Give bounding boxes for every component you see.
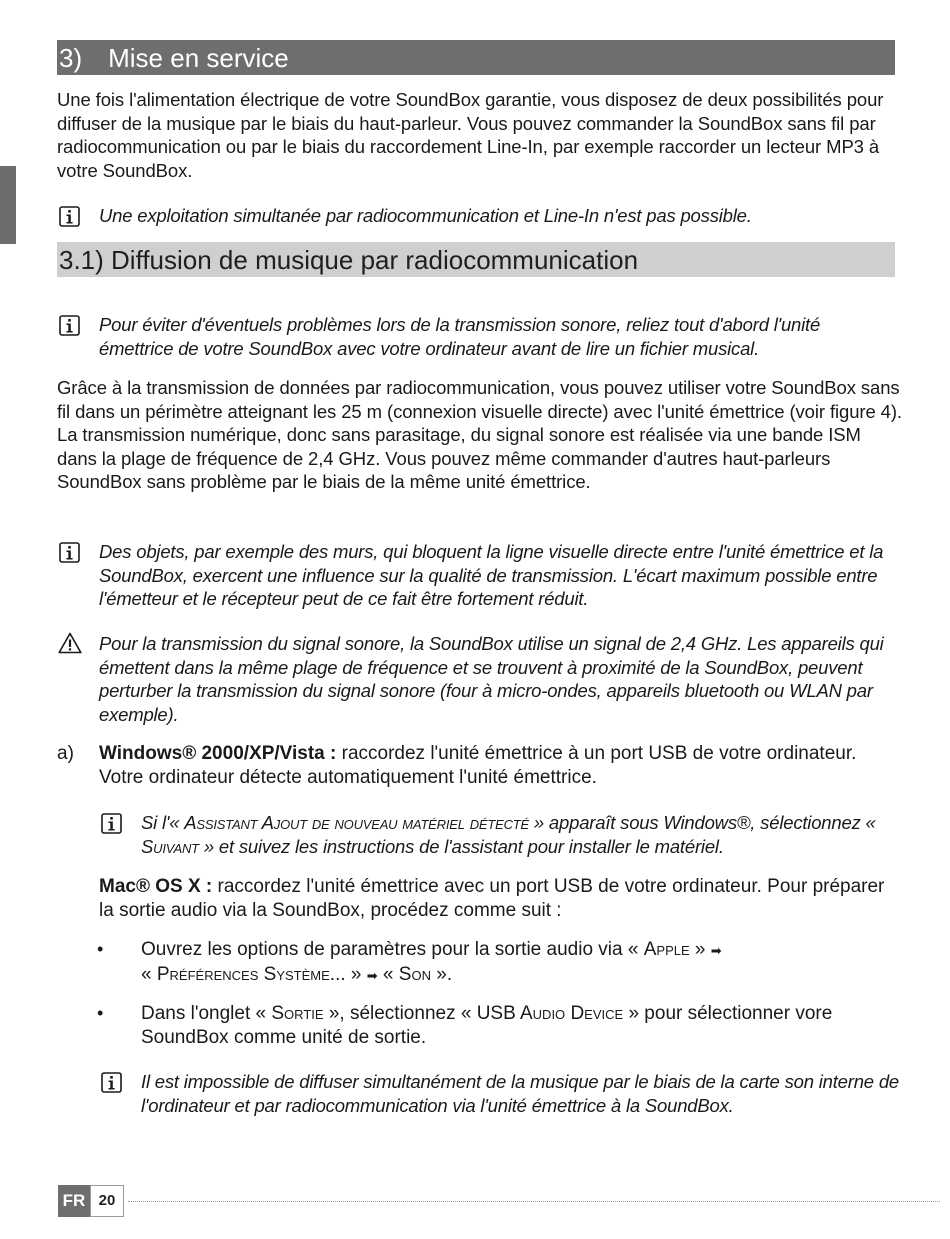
- page-number: 20: [90, 1185, 124, 1217]
- menu-system-preferences: Préférences Système...: [156, 963, 346, 985]
- bullet-text: »: [689, 939, 711, 960]
- step-letter: a): [57, 743, 74, 764]
- bullet-text: «: [141, 963, 157, 985]
- next-button-label: Suivant: [141, 835, 199, 857]
- bullet-text: » pour sélectionner vore SoundBox comme unité de sortie.: [141, 1003, 833, 1048]
- note-no-simultaneous-output: Il est impossible de diffuser simultanément de la musique par le biais de la carte son interne de l'ordinateur et par radiocommunication via l'unité émettrice à la SoundBox.: [141, 1071, 900, 1116]
- arrow-right-icon: ➡: [710, 943, 722, 958]
- warning-interference: Pour la transmission du signal sonore, la SoundBox utilise un signal de 2,4 GHz. Les appareils qui émettent dans la même plage de fréquence et se trouvent à proximité de la SoundBox, peuvent perturber la transmission du signal sonore (four à micro-ondes, appareils bluetooth ou WLAN par exemple).: [99, 633, 884, 725]
- info-icon: [101, 1072, 122, 1093]
- bullet-text: ».: [430, 963, 453, 985]
- windows-text: raccordez l'unité émettrice à un port USB de votre ordinateur. Votre ordinateur détecte automatiquement l'unité émettrice.: [99, 743, 857, 788]
- note-simultaneous: Une exploitation simultanée par radiocommunication et Line-In n'est pas possible.: [99, 205, 752, 226]
- bullet-text: Ouvrez les options de paramètres pour la sortie audio via «: [141, 939, 644, 960]
- note-text: » apparaît sous Windows®, sélectionnez «: [528, 812, 876, 833]
- side-tab-marker: [0, 166, 16, 244]
- radio-paragraph: Grâce à la transmission de données par radiocommunication, vous pouvez utiliser votre SoundBox sans fil dans un périmètre atteignant les 25 m (connexion visuelle directe) avec l'unité émettrice (voir figure 4). La transmission numérique, donc sans parasitage, du signal sonore est réalisée via une bande ISM dans la plage de fréquence de 2,4 GHz. Vous pouvez même commander d'autres haut-parleurs SoundBox sans problème par le biais de la même unité émettrice.: [57, 377, 902, 493]
- windows-label: Windows® 2000/XP/Vista :: [99, 743, 337, 764]
- info-icon: [101, 813, 122, 834]
- mac-step: [99, 875, 899, 922]
- arrow-right-icon: ➡: [366, 967, 378, 983]
- bullet-text: Dans l'onglet «: [141, 1003, 272, 1024]
- menu-apple: Apple: [643, 939, 690, 960]
- subsection-heading: 3.1) Diffusion de musique par radiocommunication: [57, 242, 895, 277]
- bullet-item: [141, 1002, 901, 1049]
- warning-icon: [58, 632, 82, 653]
- tab-output: Sortie: [271, 1003, 324, 1024]
- mac-text: raccordez l'unité émettrice avec un port USB de votre ordinateur. Pour préparer la sortie audio via la SoundBox, procédez comme suit :: [99, 876, 885, 921]
- language-badge: FR: [58, 1185, 90, 1217]
- note-windows-wizard: [141, 811, 891, 858]
- bullet-text: », sélectionnez «: [323, 1003, 477, 1024]
- windows-step: [99, 742, 899, 789]
- note-text: » et suivez les instructions de l'assistant pour installer le matériel.: [198, 835, 724, 857]
- menu-sound: Son: [398, 963, 431, 985]
- bullet-item: [141, 938, 901, 987]
- info-icon: [59, 542, 80, 563]
- bullet-text: «: [377, 963, 399, 985]
- section-heading: 3) Mise en service: [57, 40, 895, 75]
- footer-divider: [128, 1201, 940, 1202]
- bullet: •: [97, 1003, 104, 1023]
- bullet: •: [97, 939, 104, 959]
- intro-paragraph: Une fois l'alimentation électrique de votre SoundBox garantie, vous disposez de deux possibilités pour diffuser de la musique par le biais du haut-parleur. Vous pouvez commander la SoundBox sans fil par radiocommunication ou par le biais du raccordement Line-In, par exemple raccorder un lecteur MP3 à votre SoundBox.: [57, 89, 884, 181]
- device-name: USB Audio Device: [476, 1003, 624, 1024]
- bullet-text: »: [345, 963, 367, 985]
- note-connect-first: Pour éviter d'éventuels problèmes lors de la transmission sonore, reliez tout d'abord l'unité émettrice de votre SoundBox avec votre ordinateur avant de lire un fichier musical.: [99, 314, 821, 359]
- info-icon: [59, 206, 80, 227]
- mac-label: Mac® OS X :: [99, 876, 213, 897]
- wizard-name: Assistant Ajout de nouveau matériel détecté: [184, 812, 529, 833]
- note-text: Si l'«: [141, 812, 185, 833]
- note-obstacles: Des objets, par exemple des murs, qui bloquent la ligne visuelle directe entre l'unité émettrice et la SoundBox, exercent une influence sur la qualité de transmission. L'écart maximum possible entre l'émetteur et le récepteur peut de ce fait être fortement réduit.: [99, 541, 884, 610]
- info-icon: [59, 315, 80, 336]
